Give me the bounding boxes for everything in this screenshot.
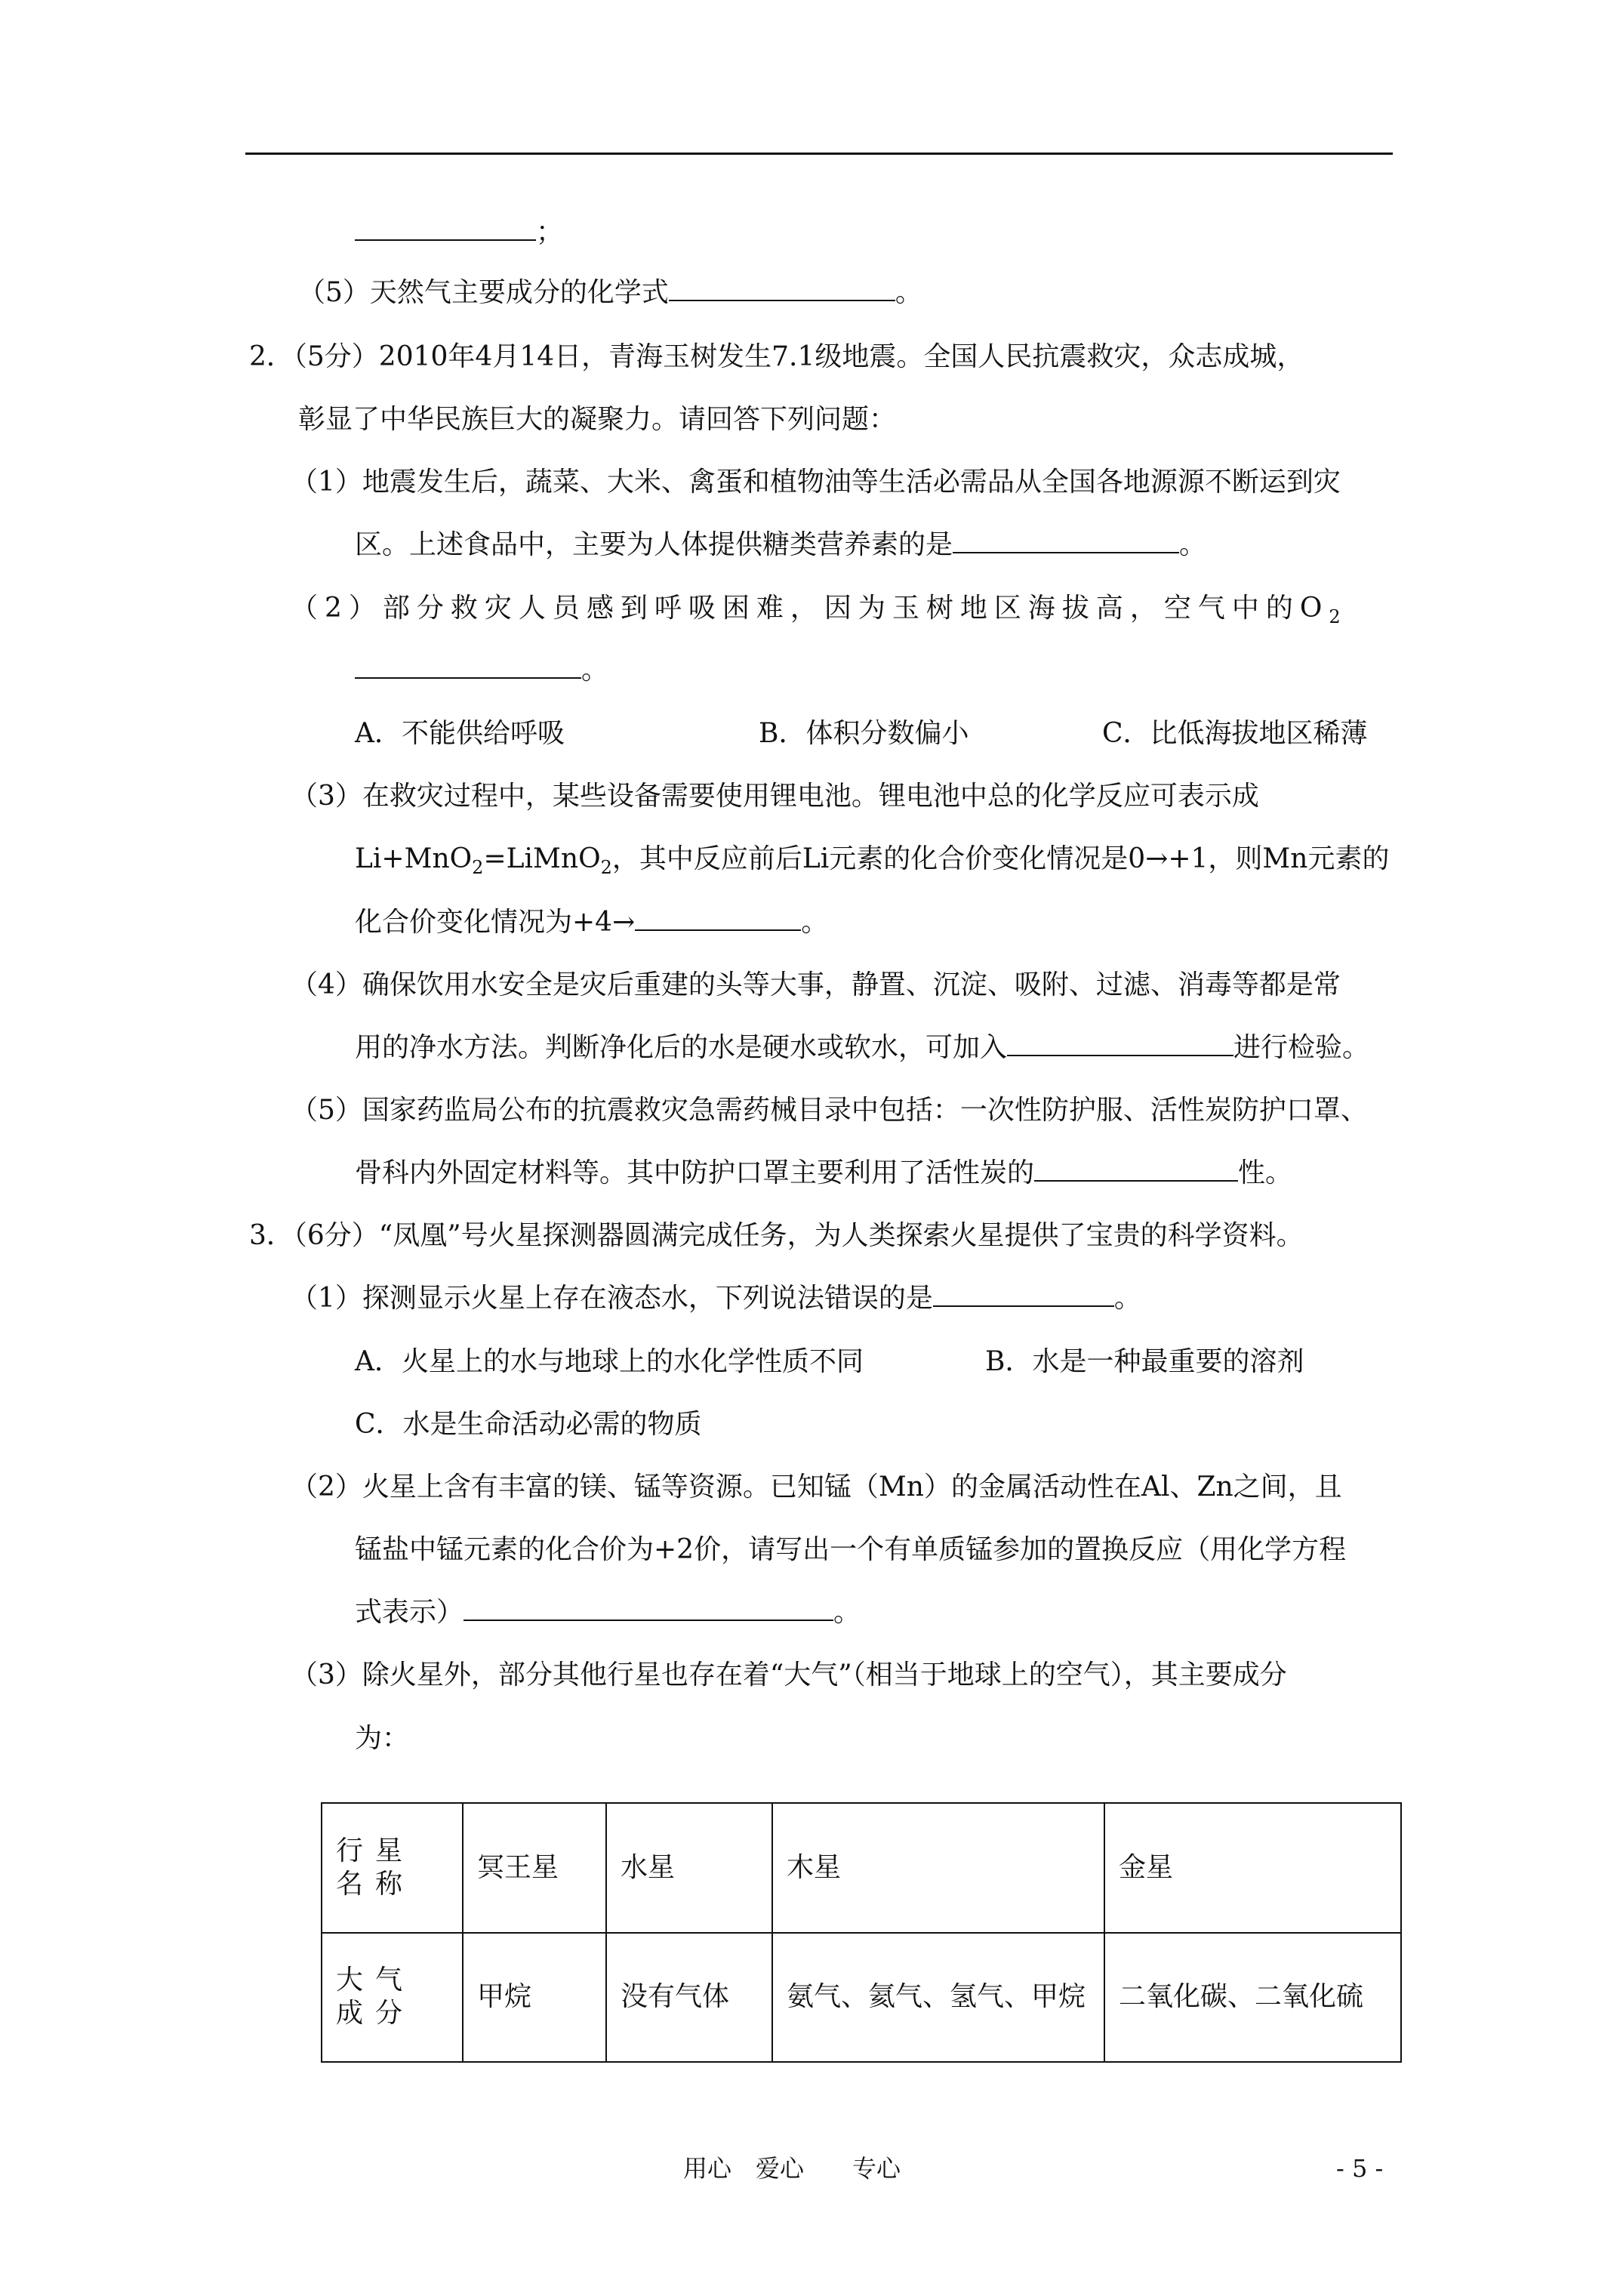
q3-p2-line3: 式表示） 。 xyxy=(355,1597,861,1628)
answer-blank xyxy=(1034,1157,1238,1182)
q3-p1-option-c: C．水是生命活动必需的物质 xyxy=(355,1409,702,1440)
answer-blank xyxy=(953,529,1179,553)
table-row xyxy=(322,1933,1401,2063)
q3-p2-line1: （2）火星上含有丰富的镁、锰等资源。已知锰（Mn）的金属活动性在Al、Zn之间，且 xyxy=(291,1472,1342,1502)
q2-p2-line2: 。 xyxy=(355,654,608,687)
table-cell: 水星 xyxy=(606,1803,772,1933)
q2-p4-line2: 用的净水方法。判断净化后的水是硬水或软水，可加入 进行检验。 xyxy=(355,1032,1370,1063)
table-cell: 行星名称 xyxy=(322,1803,463,1933)
planet-atmosphere-table xyxy=(321,1802,1402,2063)
q2-p2-option-a: A．不能供给呼吸 xyxy=(355,718,565,749)
q2-p3-line2: Li+MnO$_2$=LiMnO$_2$，其中反应前后Li元素的化合价变化情况是0→+1，则Mn元素的 xyxy=(355,843,1390,879)
answer-blank xyxy=(1007,1032,1233,1056)
q2-p1-line1: （1）地震发生后，蔬菜、大米、禽蛋和植物油等生活必需品从全国各地源源不断运到灾 xyxy=(291,467,1341,498)
page-number: - 5 - xyxy=(1336,2154,1384,2183)
table-cell: 甲烷 xyxy=(463,1933,606,2063)
q2-p3-line1: （3）在救灾过程中，某些设备需要使用锂电池。锂电池中总的化学反应可表示成 xyxy=(291,781,1259,812)
answer-blank xyxy=(355,655,581,679)
q3-p1-option-b: B．水是一种最重要的溶剂 xyxy=(985,1346,1304,1377)
q3-p1-option-a: A．火星上的水与地球上的水化学性质不同 xyxy=(355,1346,864,1377)
table-row xyxy=(322,1803,1401,1933)
answer-blank xyxy=(635,907,801,931)
q1-item5: （5）天然气主要成分的化学式 。 xyxy=(298,277,922,308)
header-rule xyxy=(245,153,1393,155)
answer-blank xyxy=(463,1597,833,1621)
table-cell: 金星 xyxy=(1104,1803,1401,1933)
table-cell: 氨气、氦气、氢气、甲烷 xyxy=(772,1933,1104,2063)
q3-p3-line2: 为： xyxy=(355,1723,410,1754)
q1-answer-line: ； xyxy=(355,216,563,249)
q3-p3-line1: （3）除火星外，部分其他行星也存在着“大气”（相当于地球上的空气），其主要成分 xyxy=(291,1660,1287,1690)
answer-blank xyxy=(355,217,536,241)
q3-stem: 3．（6分）“凤凰”号火星探测器圆满完成任务，为人类探索火星提供了宝贵的科学资料。 xyxy=(249,1220,1304,1251)
answer-blank xyxy=(669,277,895,301)
q2-p4-line1: （4）确保饮用水安全是灾后重建的头等大事，静置、沉淀、吸附、过滤、消毒等都是常 xyxy=(291,969,1341,1000)
q2-p2-option-c: C．比低海拔地区稀薄 xyxy=(1102,718,1368,749)
q2-stem-line2: 彰显了中华民族巨大的凝聚力。请回答下列问题： xyxy=(298,404,897,435)
table-cell: 没有气体 xyxy=(606,1933,772,2063)
table-cell: 二氧化碳、二氧化硫 xyxy=(1104,1933,1401,2063)
table-cell: 冥王星 xyxy=(463,1803,606,1933)
answer-blank xyxy=(933,1283,1114,1307)
q2-p1-line2: 区。上述食品中，主要为人体提供糖类营养素的是 。 xyxy=(355,529,1207,560)
q2-p5-line2: 骨科内外固定材料等。其中防护口罩主要利用了活性炭的 性。 xyxy=(355,1157,1293,1188)
q2-p2-option-b: B．体积分数偏小 xyxy=(759,718,969,749)
q3-p2-line2: 锰盐中锰元素的化合价为+2价，请写出一个有单质锰参加的置换反应（用化学方程 xyxy=(355,1534,1347,1565)
q2-p2-line1: （2）部分救灾人员感到呼吸困难，因为玉树地区海拔高，空气中的$O_2$ xyxy=(291,593,1347,628)
q2-p3-line3: 化合价变化情况为+4→ 。 xyxy=(355,907,829,938)
q3-p1-line1: （1）探测显示火星上存在液态水，下列说法错误的是 。 xyxy=(291,1283,1141,1314)
table-cell: 大气成分 xyxy=(322,1933,463,2063)
table-cell: 木星 xyxy=(772,1803,1104,1933)
q2-p5-line1: （5）国家药监局公布的抗震救灾急需药械目录中包括：一次性防护服、活性炭防护口罩、 xyxy=(291,1095,1368,1126)
q2-stem-line1: 2．（5分）2010年4月14日，青海玉树发生7.1级地震。全国人民抗震救灾，众志成城， xyxy=(249,341,1304,372)
footer-slogan: 用心 爱心 专心 xyxy=(683,2154,901,2183)
